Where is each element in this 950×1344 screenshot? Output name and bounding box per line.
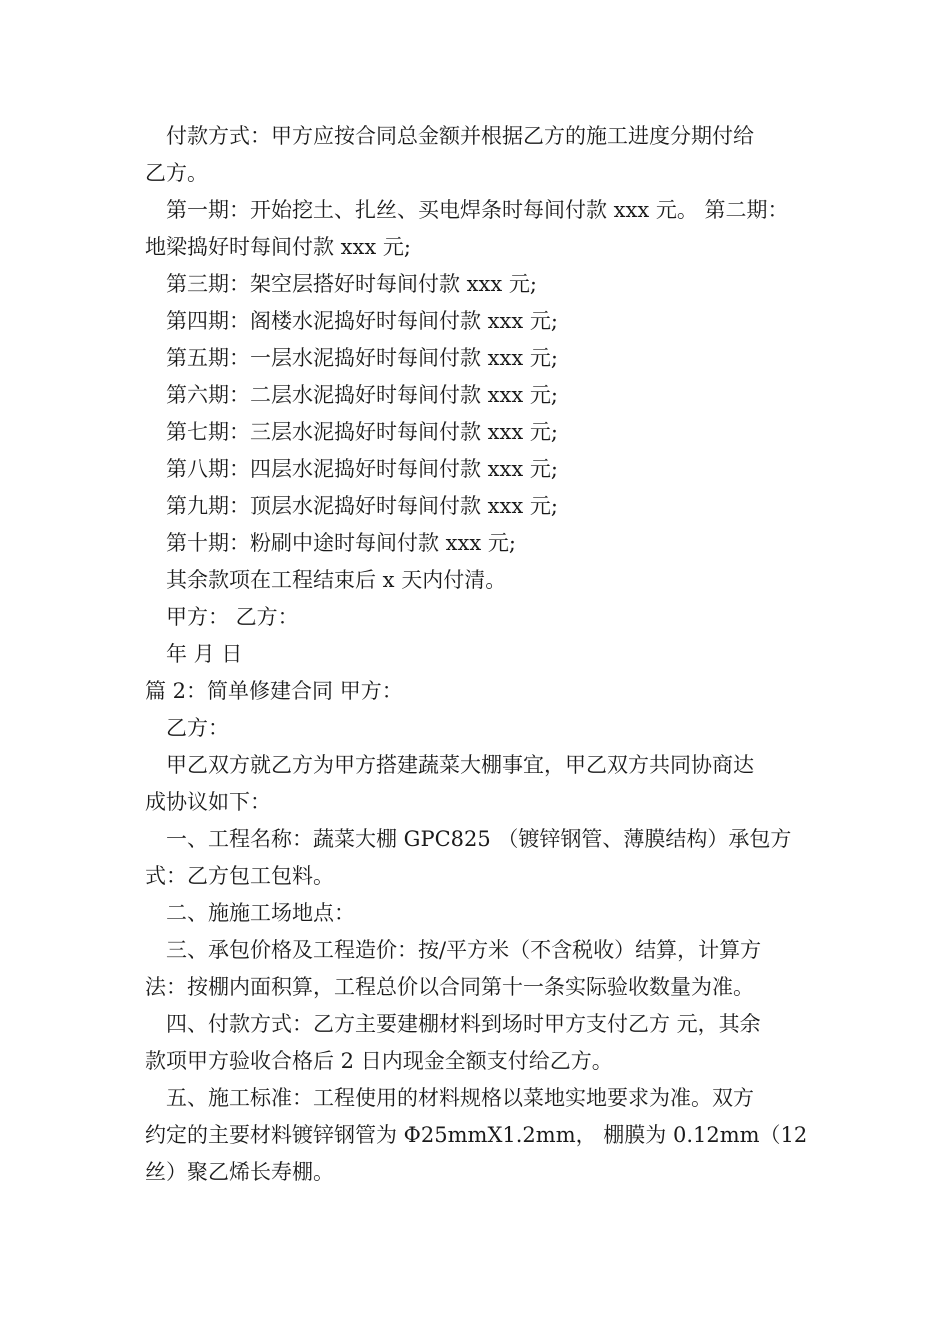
text-line: 丝）聚乙烯长寿棚。 bbox=[145, 1160, 334, 1184]
text-line: 四、付款方式：乙方主要建棚材料到场时甲方支付乙方 元，其余 bbox=[166, 1012, 761, 1036]
text-line: 成协议如下： bbox=[145, 790, 271, 814]
text-line: 第三期：架空层搭好时每间付款 xxx 元; bbox=[166, 272, 537, 296]
text-line: 二、施施工场地点： bbox=[166, 901, 355, 925]
text-line: 第五期：一层水泥捣好时每间付款 xxx 元; bbox=[166, 346, 558, 370]
text-line: 式：乙方包工包料。 bbox=[145, 864, 334, 888]
text-line: 年 月 日 bbox=[166, 642, 243, 666]
text-line: 第九期：顶层水泥捣好时每间付款 xxx 元; bbox=[166, 494, 558, 518]
text-line: 其余款项在工程结束后 x 天内付清。 bbox=[166, 568, 507, 592]
text-line: 第一期：开始挖土、扎丝、买电焊条时每间付款 xxx 元。 第二期： bbox=[166, 198, 789, 222]
text-line: 第六期：二层水泥捣好时每间付款 xxx 元; bbox=[166, 383, 558, 407]
text-line: 第八期：四层水泥捣好时每间付款 xxx 元; bbox=[166, 457, 558, 481]
text-line: 甲乙双方就乙方为甲方搭建蔬菜大棚事宜，甲乙双方共同协商达 bbox=[166, 753, 754, 777]
text-line: 篇 2：简单修建合同 甲方： bbox=[145, 679, 403, 703]
text-line: 第十期：粉刷中途时每间付款 xxx 元; bbox=[166, 531, 516, 555]
text-line: 地梁捣好时每间付款 xxx 元; bbox=[145, 235, 411, 259]
text-line: 三、承包价格及工程造价：按/平方米（不含税收）结算，计算方 bbox=[166, 938, 762, 962]
text-line: 第七期：三层水泥捣好时每间付款 xxx 元; bbox=[166, 420, 558, 444]
text-line: 一、工程名称：蔬菜大棚 GPC825 （镀锌钢管、薄膜结构）承包方 bbox=[166, 827, 792, 851]
text-line: 第四期：阁楼水泥捣好时每间付款 xxx 元; bbox=[166, 309, 558, 333]
text-line: 乙方。 bbox=[145, 161, 208, 185]
text-line: 款项甲方验收合格后 2 日内现金全额支付给乙方。 bbox=[145, 1049, 613, 1073]
text-line: 乙方： bbox=[166, 716, 229, 740]
text-line: 付款方式：甲方应按合同总金额并根据乙方的施工进度分期付给 bbox=[166, 124, 754, 148]
text-line: 甲方： 乙方： bbox=[166, 605, 299, 629]
document-body bbox=[145, 118, 830, 1191]
text-line: 约定的主要材料镀锌钢管为 Φ25mmX1.2mm， 棚膜为 0.12mm（12 bbox=[145, 1123, 808, 1147]
text-line: 法：按棚内面积算，工程总价以合同第十一条实际验收数量为准。 bbox=[145, 975, 754, 999]
text-line: 五、施工标准：工程使用的材料规格以菜地实地要求为准。双方 bbox=[166, 1086, 754, 1110]
